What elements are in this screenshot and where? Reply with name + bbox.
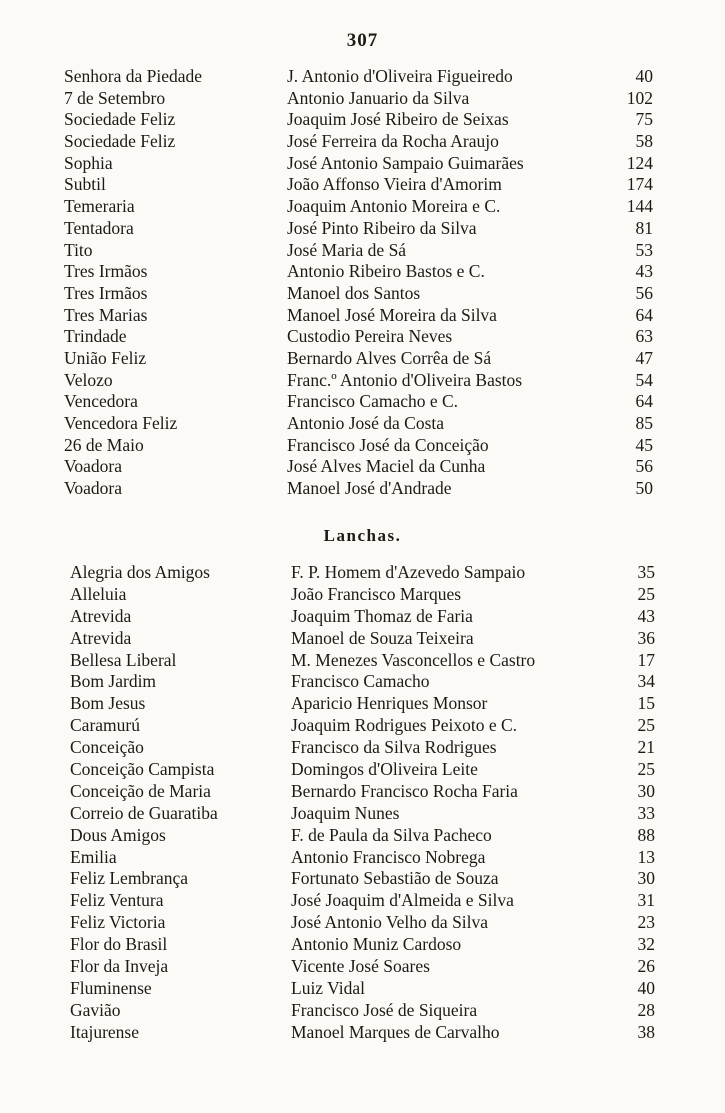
list-item <box>0 196 725 218</box>
list-item <box>0 478 725 500</box>
owner-name: Joaquim Thomaz de Faria <box>291 605 473 626</box>
list-item <box>0 803 725 825</box>
tonnage: 13 <box>637 846 655 867</box>
owner-name: João Francisco Marques <box>291 583 462 604</box>
tonnage: 40 <box>635 66 653 86</box>
list-item <box>0 456 725 478</box>
vessel-name: 7 de Setembro <box>64 87 166 108</box>
vessel-name: 26 de Maio <box>64 434 144 455</box>
tonnage: 47 <box>635 347 653 368</box>
list-item <box>0 131 725 153</box>
owner-name: José Ferreira da Rocha Araujo <box>287 131 499 152</box>
vessel-name: Sophia <box>64 152 113 173</box>
vessel-name: União Feliz <box>64 347 147 368</box>
owner-name: Bernardo Alves Corrêa de Sá <box>287 347 492 368</box>
tonnage: 85 <box>635 413 653 433</box>
tonnage: 28 <box>637 999 655 1020</box>
list-item <box>0 370 725 392</box>
owner-name: Domingos d'Oliveira Leite <box>291 759 478 780</box>
vessel-name: Atrevida <box>70 605 132 626</box>
owner-name: José Maria de Sá <box>287 239 407 260</box>
vessel-name: Emilia <box>70 846 117 867</box>
vessel-name: Caramurú <box>70 715 140 736</box>
owner-name: Francisco José da Conceição <box>287 434 489 455</box>
vessel-name: Conceição Campista <box>70 759 215 780</box>
list-item <box>0 240 725 262</box>
tonnage: 53 <box>635 239 653 260</box>
list-item <box>0 261 725 283</box>
vessel-name: Gavião <box>70 999 121 1020</box>
list-item <box>0 584 725 606</box>
owner-name: José Joaquim d'Almeida e Silva <box>291 890 514 911</box>
owner-name: Manoel dos Santos <box>287 282 421 303</box>
list-item <box>0 825 725 847</box>
tonnage: 21 <box>637 737 655 758</box>
tonnage: 32 <box>637 934 655 955</box>
owner-name: Luiz Vidal <box>291 977 365 998</box>
owner-name: José Pinto Ribeiro da Silva <box>287 217 477 238</box>
owner-name: Manoel Marques de Carvalho <box>291 1021 500 1042</box>
list-item <box>0 66 725 88</box>
vessel-name: Voadora <box>64 456 122 477</box>
owner-name: M. Menezes Vasconcellos e Castro <box>291 649 536 670</box>
owner-name: Antonio Ribeiro Bastos e C. <box>287 261 485 282</box>
tonnage: 124 <box>626 152 653 173</box>
vessel-name: Itajurense <box>70 1021 139 1042</box>
list-item <box>0 88 725 110</box>
owner-name: João Affonso Vieira d'Amorim <box>287 174 502 195</box>
vessel-name: Temeraria <box>64 196 135 217</box>
vessel-name: Subtil <box>64 174 106 195</box>
tonnage: 56 <box>635 456 653 477</box>
list-item <box>0 1022 725 1044</box>
owner-name: Joaquim Antonio Moreira e C. <box>287 196 501 217</box>
tonnage: 40 <box>637 977 655 998</box>
tonnage: 63 <box>635 326 653 347</box>
list-item <box>0 628 725 650</box>
vessel-name: Tito <box>64 239 93 260</box>
vessel-name: Feliz Lembrança <box>70 868 189 889</box>
list-item <box>0 391 725 413</box>
list-item <box>0 759 725 781</box>
vessel-name: Sociedade Feliz <box>64 131 176 152</box>
tonnage: 58 <box>635 131 653 152</box>
owner-name: Francisco da Silva Rodrigues <box>291 737 497 758</box>
tonnage: 33 <box>637 802 655 823</box>
tonnage: 31 <box>637 890 655 911</box>
owner-name: Bernardo Francisco Rocha Faria <box>291 780 518 801</box>
list-item <box>0 1000 725 1022</box>
vessel-name: Flor da Inveja <box>70 956 169 977</box>
owner-name: José Antonio Sampaio Guimarães <box>287 152 524 173</box>
list-item <box>0 283 725 305</box>
list-item <box>0 912 725 934</box>
vessel-name: Flor do Brasil <box>70 934 168 955</box>
tonnage: 43 <box>637 605 655 626</box>
owner-name: José Alves Maciel da Cunha <box>287 456 486 477</box>
vessel-name: Alegria dos Amigos <box>70 562 210 582</box>
owner-name: José Antonio Velho da Silva <box>291 912 489 933</box>
list-item <box>0 562 725 584</box>
owner-name: Fortunato Sebastião de Souza <box>291 868 499 889</box>
tonnage: 30 <box>637 780 655 801</box>
vessel-name: Tres Irmãos <box>64 282 148 303</box>
owner-name: Franc.º Antonio d'Oliveira Bastos <box>287 369 523 390</box>
tonnage: 35 <box>637 562 655 582</box>
tonnage: 64 <box>635 391 653 412</box>
list-item <box>0 218 725 240</box>
vessel-name: Velozo <box>64 369 113 390</box>
lanchas-table <box>0 562 725 1044</box>
owner-name: Manoel José d'Andrade <box>287 478 452 499</box>
tonnage: 30 <box>637 868 655 889</box>
tonnage: 45 <box>635 434 653 455</box>
list-item <box>0 413 725 435</box>
tonnage: 81 <box>635 217 653 238</box>
list-item <box>0 737 725 759</box>
list-item <box>0 671 725 693</box>
tonnage: 25 <box>637 583 655 604</box>
list-item <box>0 956 725 978</box>
vessel-name: Dous Amigos <box>70 824 166 845</box>
list-item <box>0 435 725 457</box>
list-item <box>0 781 725 803</box>
owner-name: Antonio Muniz Cardoso <box>291 934 462 955</box>
vessel-name: Bom Jardim <box>70 671 157 692</box>
owner-name: Francisco Camacho <box>291 671 430 692</box>
tonnage: 34 <box>637 671 655 692</box>
page-number: 307 <box>346 30 379 51</box>
vessel-name: Conceição <box>70 737 144 758</box>
list-item <box>0 109 725 131</box>
vessel-name: Tres Marias <box>64 304 148 325</box>
tonnage: 25 <box>637 715 655 736</box>
owner-name: Manoel de Souza Teixeira <box>291 627 474 648</box>
vessel-name: Bellesa Liberal <box>70 649 177 670</box>
list-item <box>0 650 725 672</box>
list-item <box>0 890 725 912</box>
tonnage: 23 <box>637 912 655 933</box>
owner-name: Vicente José Soares <box>291 956 430 977</box>
tonnage: 17 <box>637 649 655 670</box>
tonnage: 36 <box>637 627 655 648</box>
list-item <box>0 153 725 175</box>
vessel-name: Correio de Guaratiba <box>70 802 218 823</box>
vessel-name: Trindade <box>64 326 127 347</box>
vessel-name: Feliz Victoria <box>70 912 166 933</box>
owner-name: F. P. Homem d'Azevedo Sampaio <box>291 562 526 582</box>
tonnage: 26 <box>637 956 655 977</box>
vessel-name: Fluminense <box>70 977 152 998</box>
owner-name: Antonio José da Costa <box>287 413 445 433</box>
vessel-name: Bom Jesus <box>70 693 146 714</box>
list-item <box>0 868 725 890</box>
tonnage: 54 <box>635 369 653 390</box>
vessel-name: Tres Irmãos <box>64 261 148 282</box>
owner-name: Antonio Januario da Silva <box>287 87 470 108</box>
section-title: Lanchas. <box>323 526 402 545</box>
tonnage: 102 <box>626 87 653 108</box>
list-item <box>0 305 725 327</box>
list-item <box>0 174 725 196</box>
tonnage: 38 <box>637 1021 655 1042</box>
list-item <box>0 348 725 370</box>
owner-name: Joaquim José Ribeiro de Seixas <box>287 109 509 130</box>
owner-name: Joaquim Nunes <box>291 802 400 823</box>
tonnage: 75 <box>635 109 653 130</box>
owner-name: Aparicio Henriques Monsor <box>291 693 488 714</box>
tonnage: 144 <box>626 196 653 217</box>
list-item <box>0 326 725 348</box>
vessel-name: Senhora da Piedade <box>64 66 203 86</box>
owner-name: Francisco Camacho e C. <box>287 391 459 412</box>
tonnage: 56 <box>635 282 653 303</box>
tonnage: 43 <box>635 261 653 282</box>
vessel-name: Sociedade Feliz <box>64 109 176 130</box>
tonnage: 50 <box>635 478 653 499</box>
owner-name: F. de Paula da Silva Pacheco <box>291 824 492 845</box>
owner-name: Joaquim Rodrigues Peixoto e C. <box>291 715 518 736</box>
list-item <box>0 847 725 869</box>
owner-name: Francisco José de Siqueira <box>291 999 478 1020</box>
owner-name: Manoel José Moreira da Silva <box>287 304 497 325</box>
tonnage: 174 <box>626 174 653 195</box>
vessel-name: Atrevida <box>70 627 132 648</box>
list-item <box>0 934 725 956</box>
owner-name: Antonio Francisco Nobrega <box>291 846 486 867</box>
vessel-name: Alleluia <box>70 583 127 604</box>
vessel-name: Vencedora Feliz <box>64 413 178 433</box>
tonnage: 25 <box>637 759 655 780</box>
owner-name: J. Antonio d'Oliveira Figueiredo <box>287 66 513 86</box>
owner-name: Custodio Pereira Neves <box>287 326 453 347</box>
vessel-name: Feliz Ventura <box>70 890 164 911</box>
list-item <box>0 978 725 1000</box>
tonnage: 88 <box>637 824 655 845</box>
list-item <box>0 715 725 737</box>
tonnage: 64 <box>635 304 653 325</box>
tonnage: 15 <box>637 693 655 714</box>
list-item <box>0 606 725 628</box>
vessel-table <box>0 66 725 500</box>
list-item <box>0 693 725 715</box>
vessel-name: Voadora <box>64 478 122 499</box>
vessel-name: Vencedora <box>64 391 138 412</box>
vessel-name: Conceição de Maria <box>70 780 211 801</box>
vessel-name: Tentadora <box>64 217 134 238</box>
